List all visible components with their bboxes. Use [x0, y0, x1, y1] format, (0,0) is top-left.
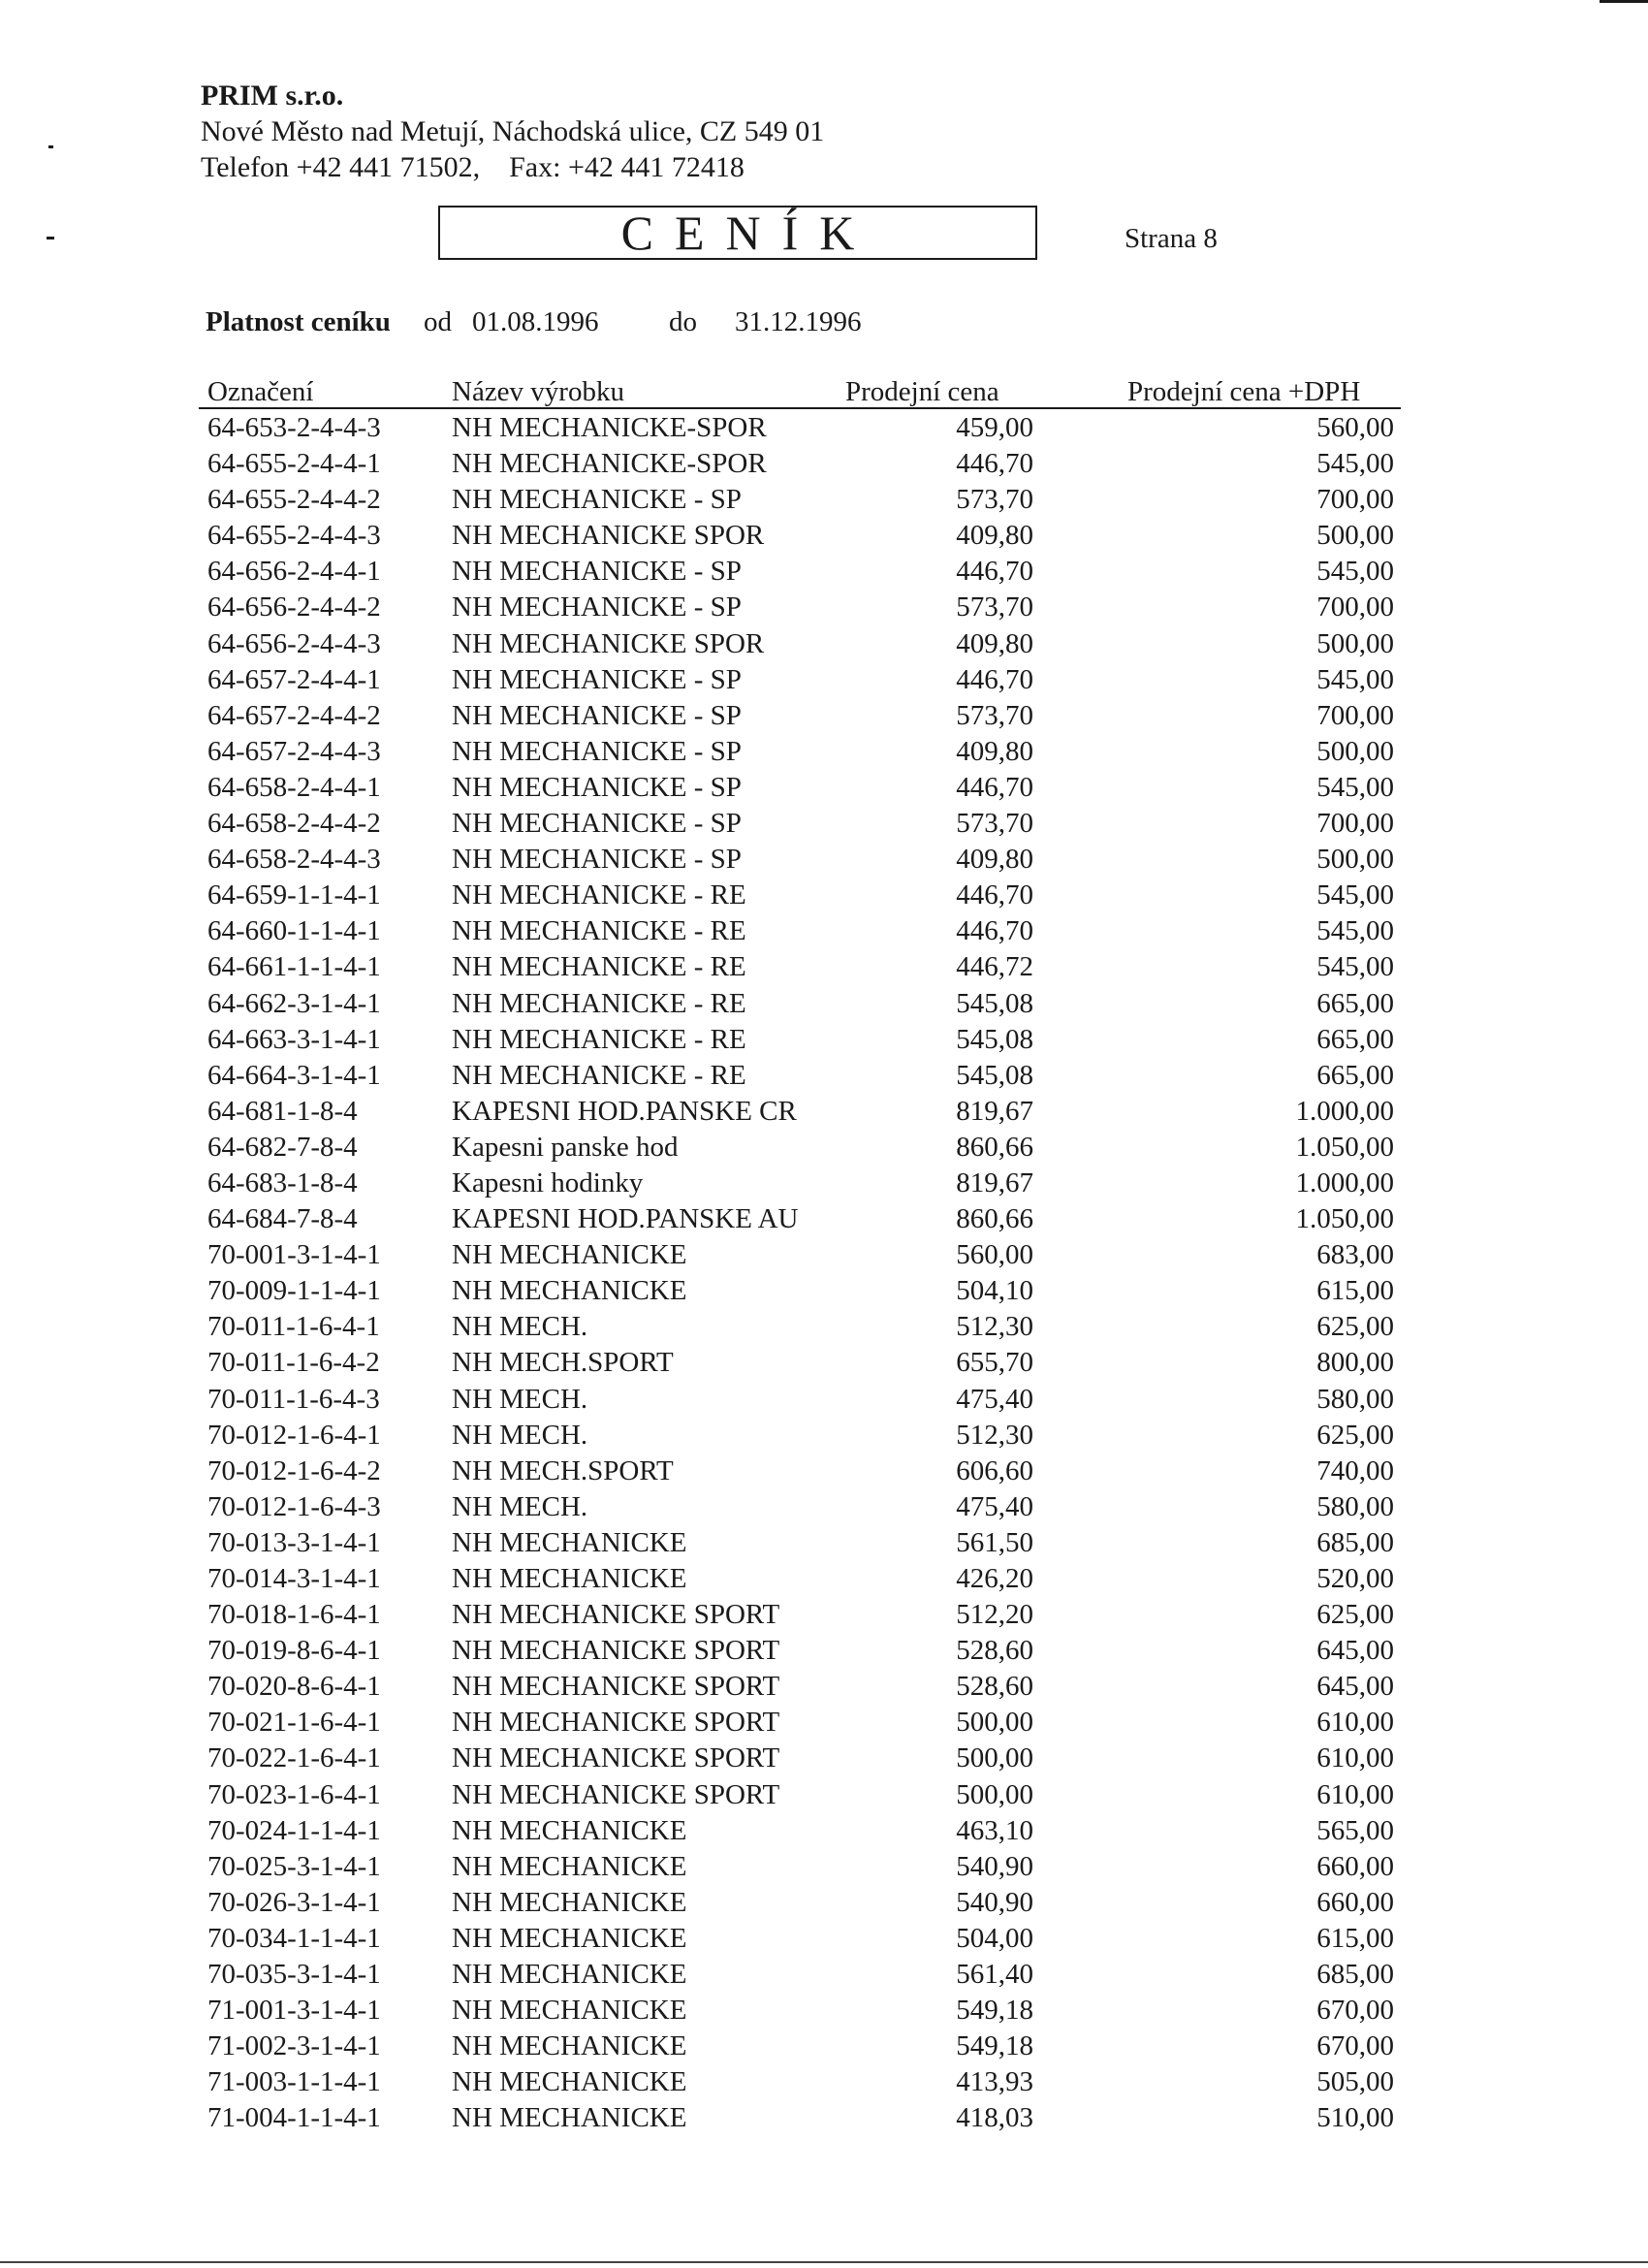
price-vat: 660,00: [1316, 1850, 1394, 1882]
price: 561,40: [956, 1959, 1033, 1991]
price: 573,70: [956, 808, 1033, 840]
price-vat: 500,00: [1316, 627, 1394, 659]
price-vat: 700,00: [1316, 484, 1394, 516]
product-code: 70-011-1-6-4-2: [207, 1347, 380, 1379]
product-name: NH MECHANICKE: [452, 2066, 687, 2098]
column-header-price: Prodejní cena: [845, 376, 999, 407]
price-vat: 565,00: [1316, 1814, 1394, 1846]
product-code: 70-034-1-1-4-1: [207, 1922, 381, 1954]
product-name: NH MECHANICKE SPOR: [452, 627, 765, 659]
product-code: 70-018-1-6-4-1: [207, 1599, 381, 1631]
table-row: [0, 1094, 1648, 1130]
price: 446,70: [956, 771, 1033, 803]
price-vat: 615,00: [1316, 1922, 1394, 1954]
product-code: 70-021-1-6-4-1: [207, 1707, 381, 1739]
product-code: 70-026-3-1-4-1: [207, 1886, 381, 1918]
table-row: [0, 626, 1648, 662]
company-address: Nové Město nad Metují, Náchodská ulice, CZ 549 01: [201, 115, 825, 147]
product-code: 70-019-8-6-4-1: [207, 1635, 381, 1667]
product-name: NH MECHANICKE SPORT: [452, 1707, 780, 1739]
product-name: NH MECH.: [452, 1383, 588, 1415]
price: 573,70: [956, 699, 1033, 731]
product-name: Kapesni panske hod: [452, 1131, 679, 1163]
price-vat: 545,00: [1316, 663, 1394, 695]
product-code: 70-012-1-6-4-2: [207, 1454, 381, 1486]
product-code: 64-660-1-1-4-1: [207, 915, 381, 947]
product-name: NH MECHANICKE SPORT: [452, 1599, 780, 1631]
product-code: 70-035-3-1-4-1: [207, 1959, 381, 1991]
table-row: [0, 1201, 1648, 1237]
price-vat: 610,00: [1316, 1742, 1394, 1774]
table-row: [0, 1813, 1648, 1849]
product-code: 71-001-3-1-4-1: [207, 1995, 381, 2027]
column-header-code: Označení: [207, 376, 314, 407]
price: 409,80: [956, 735, 1033, 767]
price-vat: 505,00: [1316, 2066, 1394, 2098]
validity-from-date: 01.08.1996: [472, 306, 599, 337]
product-name: NH MECHANICKE - RE: [452, 951, 746, 983]
product-name: NH MECH.: [452, 1419, 588, 1451]
product-code: 64-653-2-4-4-3: [207, 412, 381, 443]
product-name: NH MECHANICKE: [452, 1995, 687, 2027]
price: 860,66: [956, 1131, 1033, 1163]
product-code: 64-655-2-4-4-3: [207, 520, 381, 552]
product-code: 70-012-1-6-4-3: [207, 1490, 381, 1522]
product-name: NH MECHANICKE: [452, 1275, 687, 1307]
price-vat: 665,00: [1316, 987, 1394, 1019]
price-vat: 665,00: [1316, 1059, 1394, 1091]
product-code: 64-656-2-4-4-1: [207, 556, 381, 588]
table-row: [0, 1669, 1648, 1705]
product-name: NH MECHANICKE SPOR: [452, 520, 765, 552]
price: 540,90: [956, 1850, 1033, 1882]
price: 655,70: [956, 1347, 1033, 1379]
product-name: NH MECHANICKE - SP: [452, 484, 742, 516]
product-name: KAPESNI HOD.PANSKE CR: [452, 1095, 797, 1127]
product-name: NH MECHANICKE - SP: [452, 663, 742, 695]
price: 446,70: [956, 556, 1033, 588]
price-vat: 610,00: [1316, 1778, 1394, 1810]
table-row: [0, 1130, 1648, 1166]
table-row: [0, 1058, 1648, 1094]
price: 446,70: [956, 663, 1033, 695]
product-code: 64-664-3-1-4-1: [207, 1059, 381, 1091]
product-name: NH MECH.: [452, 1311, 588, 1343]
product-code: 71-003-1-1-4-1: [207, 2066, 381, 2098]
price-vat: 625,00: [1316, 1311, 1394, 1343]
product-code: 64-662-3-1-4-1: [207, 987, 381, 1019]
table-row: [0, 1705, 1648, 1741]
product-code: 70-011-1-6-4-3: [207, 1383, 380, 1415]
table-row: [0, 734, 1648, 770]
price-vat: 545,00: [1316, 448, 1394, 480]
table-row: [0, 770, 1648, 806]
table-row: [0, 1597, 1648, 1633]
product-code: 64-682-7-8-4: [207, 1131, 358, 1163]
product-name: NH MECHANICKE: [452, 1563, 687, 1594]
price: 545,08: [956, 1059, 1033, 1091]
table-row: [0, 1561, 1648, 1597]
page-number: Strana 8: [1125, 223, 1218, 254]
table-row: [0, 1166, 1648, 1201]
table-header: [0, 376, 1648, 415]
table-row: [0, 482, 1648, 518]
price: 446,70: [956, 448, 1033, 480]
price: 528,60: [956, 1635, 1033, 1667]
price-vat: 625,00: [1316, 1419, 1394, 1451]
product-name: NH MECHANICKE: [452, 1886, 687, 1918]
product-code: 64-658-2-4-4-1: [207, 771, 381, 803]
scan-artifact-left-1: [48, 145, 53, 148]
table-row: [0, 554, 1648, 590]
header-rule: [199, 407, 1401, 409]
product-code: 70-024-1-1-4-1: [207, 1814, 381, 1846]
table-row: [0, 1633, 1648, 1669]
table-row: [0, 1849, 1648, 1885]
product-code: 71-004-1-1-4-1: [207, 2102, 381, 2134]
validity-from-label: od: [424, 306, 452, 337]
product-name: NH MECHANICKE: [452, 1959, 687, 1991]
product-name: NH MECHANICKE-SPOR: [452, 448, 767, 480]
validity-label: Platnost ceníku: [206, 306, 391, 337]
price-vat: 700,00: [1316, 808, 1394, 840]
product-name: NH MECHANICKE SPORT: [452, 1778, 780, 1810]
product-name: NH MECHANICKE - RE: [452, 987, 746, 1019]
product-name: NH MECH.: [452, 1490, 588, 1522]
price: 561,50: [956, 1526, 1033, 1558]
price: 475,40: [956, 1383, 1033, 1415]
product-code: 64-657-2-4-4-1: [207, 663, 381, 695]
validity-to-date: 31.12.1996: [735, 306, 862, 337]
table-row: [0, 878, 1648, 913]
price-vat: 500,00: [1316, 520, 1394, 552]
price: 512,20: [956, 1599, 1033, 1631]
product-name: NH MECHANICKE: [452, 1850, 687, 1882]
table-row: [0, 1453, 1648, 1489]
price: 512,30: [956, 1311, 1033, 1343]
product-code: 70-012-1-6-4-1: [207, 1419, 381, 1451]
scan-artifact-bottom: [0, 2261, 1648, 2263]
product-name: NH MECHANICKE: [452, 1526, 687, 1558]
product-name: NH MECHANICKE: [452, 1814, 687, 1846]
price: 504,10: [956, 1275, 1033, 1307]
price-table: [0, 410, 1648, 2137]
product-name: NH MECHANICKE - SP: [452, 556, 742, 588]
price-vat: 645,00: [1316, 1671, 1394, 1703]
product-name: NH MECHANICKE - SP: [452, 844, 742, 876]
product-name: NH MECHANICKE SPORT: [452, 1635, 780, 1667]
table-row: [0, 1777, 1648, 1813]
price: 504,00: [956, 1922, 1033, 1954]
price-vat: 670,00: [1316, 2030, 1394, 2062]
price: 573,70: [956, 591, 1033, 623]
company-contacts: [201, 149, 824, 185]
table-row: [0, 698, 1648, 734]
price-vat: 545,00: [1316, 951, 1394, 983]
product-name: NH MECHANICKE - RE: [452, 879, 746, 911]
table-row: [0, 1489, 1648, 1525]
table-row: [0, 446, 1648, 482]
price-vat: 560,00: [1316, 412, 1394, 443]
table-row: [0, 2028, 1648, 2064]
product-code: 70-011-1-6-4-1: [207, 1311, 380, 1343]
table-row: [0, 590, 1648, 625]
product-name: NH MECHANICKE SPORT: [452, 1742, 780, 1774]
price-vat: 625,00: [1316, 1599, 1394, 1631]
product-code: 64-657-2-4-4-2: [207, 699, 381, 731]
price: 545,08: [956, 1023, 1033, 1055]
price: 819,67: [956, 1166, 1033, 1198]
price: 549,18: [956, 2030, 1033, 2062]
price-vat: 665,00: [1316, 1023, 1394, 1055]
scan-artifact-top-right: [1600, 0, 1648, 3]
product-name: NH MECHANICKE - RE: [452, 1059, 746, 1091]
product-code: 70-023-1-6-4-1: [207, 1778, 381, 1810]
table-row: [0, 1309, 1648, 1345]
price-vat: 740,00: [1316, 1454, 1394, 1486]
price: 860,66: [956, 1203, 1033, 1235]
price: 446,70: [956, 879, 1033, 911]
price: 540,90: [956, 1886, 1033, 1918]
table-row: [0, 806, 1648, 842]
price-vat: 510,00: [1316, 2102, 1394, 2134]
product-code: 70-014-3-1-4-1: [207, 1563, 381, 1594]
product-code: 64-684-7-8-4: [207, 1203, 358, 1235]
price-vat: 615,00: [1316, 1275, 1394, 1307]
product-name: NH MECHANICKE: [452, 2030, 687, 2062]
price: 606,60: [956, 1454, 1033, 1486]
column-header-price-vat: Prodejní cena +DPH: [1127, 376, 1361, 407]
price-vat: 1.000,00: [1295, 1166, 1394, 1198]
price: 409,80: [956, 844, 1033, 876]
price-vat: 1.050,00: [1295, 1203, 1394, 1235]
table-row: [0, 1382, 1648, 1418]
price-vat: 545,00: [1316, 771, 1394, 803]
product-name: Kapesni hodinky: [452, 1166, 644, 1198]
price: 500,00: [956, 1742, 1033, 1774]
table-row: [0, 1237, 1648, 1273]
price: 500,00: [956, 1707, 1033, 1739]
table-row: [0, 518, 1648, 554]
price: 573,70: [956, 484, 1033, 516]
column-header-name: Název výrobku: [452, 376, 624, 407]
price-vat: 700,00: [1316, 591, 1394, 623]
table-row: [0, 1273, 1648, 1309]
price: 459,00: [956, 412, 1033, 443]
table-row: [0, 1957, 1648, 1993]
product-name: NH MECHANICKE - SP: [452, 808, 742, 840]
product-name: NH MECHANICKE - RE: [452, 1023, 746, 1055]
price-vat: 500,00: [1316, 844, 1394, 876]
table-row: [0, 949, 1648, 985]
price: 545,08: [956, 987, 1033, 1019]
price: 446,70: [956, 915, 1033, 947]
price-vat: 545,00: [1316, 556, 1394, 588]
product-name: NH MECHANICKE: [452, 1922, 687, 1954]
product-code: 64-655-2-4-4-1: [207, 448, 381, 480]
product-code: 64-656-2-4-4-3: [207, 627, 381, 659]
table-row: [0, 1993, 1648, 2028]
product-code: 64-661-1-1-4-1: [207, 951, 381, 983]
product-code: 70-022-1-6-4-1: [207, 1742, 381, 1774]
table-row: [0, 1921, 1648, 1957]
price: 463,10: [956, 1814, 1033, 1846]
product-code: 64-656-2-4-4-2: [207, 591, 381, 623]
table-row: [0, 1345, 1648, 1381]
price-vat: 610,00: [1316, 1707, 1394, 1739]
price-vat: 520,00: [1316, 1563, 1394, 1594]
product-code: 64-659-1-1-4-1: [207, 879, 381, 911]
product-name: NH MECHANICKE: [452, 2102, 687, 2134]
table-row: [0, 2100, 1648, 2136]
price-vat: 683,00: [1316, 1239, 1394, 1271]
price-vat: 545,00: [1316, 915, 1394, 947]
price: 500,00: [956, 1778, 1033, 1810]
product-name: NH MECHANICKE-SPOR: [452, 412, 767, 443]
table-row: [0, 913, 1648, 949]
price-vat: 545,00: [1316, 879, 1394, 911]
product-name: NH MECHANICKE - SP: [452, 735, 742, 767]
product-name: KAPESNI HOD.PANSKE AU: [452, 1203, 799, 1235]
company-name: PRIM s.r.o.: [201, 80, 344, 112]
price-vat: 645,00: [1316, 1635, 1394, 1667]
product-code: 71-002-3-1-4-1: [207, 2030, 381, 2062]
product-name: NH MECHANICKE - RE: [452, 915, 746, 947]
product-code: 70-001-3-1-4-1: [207, 1239, 381, 1271]
product-name: NH MECHANICKE - SP: [452, 771, 742, 803]
table-row: [0, 1022, 1648, 1058]
price: 413,93: [956, 2066, 1033, 2098]
validity-to-label: do: [669, 306, 697, 337]
price: 475,40: [956, 1490, 1033, 1522]
price-vat: 670,00: [1316, 1995, 1394, 2027]
scan-artifact-left-2: [47, 237, 54, 240]
price: 819,67: [956, 1095, 1033, 1127]
product-code: 70-025-3-1-4-1: [207, 1850, 381, 1882]
price: 528,60: [956, 1671, 1033, 1703]
price-vat: 580,00: [1316, 1490, 1394, 1522]
product-name: NH MECH.SPORT: [452, 1454, 674, 1486]
price-vat: 500,00: [1316, 735, 1394, 767]
price-vat: 1.000,00: [1295, 1095, 1394, 1127]
price: 549,18: [956, 1995, 1033, 2027]
company-fax: Fax: +42 441 72418: [509, 151, 745, 183]
price-vat: 800,00: [1316, 1347, 1394, 1379]
price-vat: 685,00: [1316, 1526, 1394, 1558]
price: 512,30: [956, 1419, 1033, 1451]
product-name: NH MECHANICKE SPORT: [452, 1671, 780, 1703]
product-code: 64-658-2-4-4-3: [207, 844, 381, 876]
price-vat: 685,00: [1316, 1959, 1394, 1991]
product-code: 64-683-1-8-4: [207, 1166, 358, 1198]
product-code: 70-013-3-1-4-1: [207, 1526, 381, 1558]
company-phone: Telefon +42 441 71502,: [201, 151, 481, 183]
product-code: 64-657-2-4-4-3: [207, 735, 381, 767]
price-vat: 700,00: [1316, 699, 1394, 731]
price: 446,72: [956, 951, 1033, 983]
product-code: 70-009-1-1-4-1: [207, 1275, 381, 1307]
price-vat: 580,00: [1316, 1383, 1394, 1415]
price: 418,03: [956, 2102, 1033, 2134]
price: 560,00: [956, 1239, 1033, 1271]
table-row: [0, 662, 1648, 698]
table-row: [0, 842, 1648, 878]
document-title: CENÍK: [438, 206, 1037, 260]
product-name: NH MECHANICKE: [452, 1239, 687, 1271]
table-row: [0, 1741, 1648, 1776]
table-row: [0, 410, 1648, 446]
table-row: [0, 2064, 1648, 2100]
product-code: 64-663-3-1-4-1: [207, 1023, 381, 1055]
price: 409,80: [956, 520, 1033, 552]
table-row: [0, 1418, 1648, 1453]
company-header: [201, 78, 824, 185]
price: 409,80: [956, 627, 1033, 659]
product-code: 70-020-8-6-4-1: [207, 1671, 381, 1703]
product-code: 64-655-2-4-4-2: [207, 484, 381, 516]
product-code: 64-658-2-4-4-2: [207, 808, 381, 840]
table-row: [0, 1525, 1648, 1561]
product-name: NH MECHANICKE - SP: [452, 591, 742, 623]
price-vat: 1.050,00: [1295, 1131, 1394, 1163]
price-vat: 660,00: [1316, 1886, 1394, 1918]
table-row: [0, 1885, 1648, 1921]
product-name: NH MECHANICKE - SP: [452, 699, 742, 731]
table-row: [0, 986, 1648, 1022]
product-code: 64-681-1-8-4: [207, 1095, 358, 1127]
price: 426,20: [956, 1563, 1033, 1594]
product-name: NH MECH.SPORT: [452, 1347, 674, 1379]
